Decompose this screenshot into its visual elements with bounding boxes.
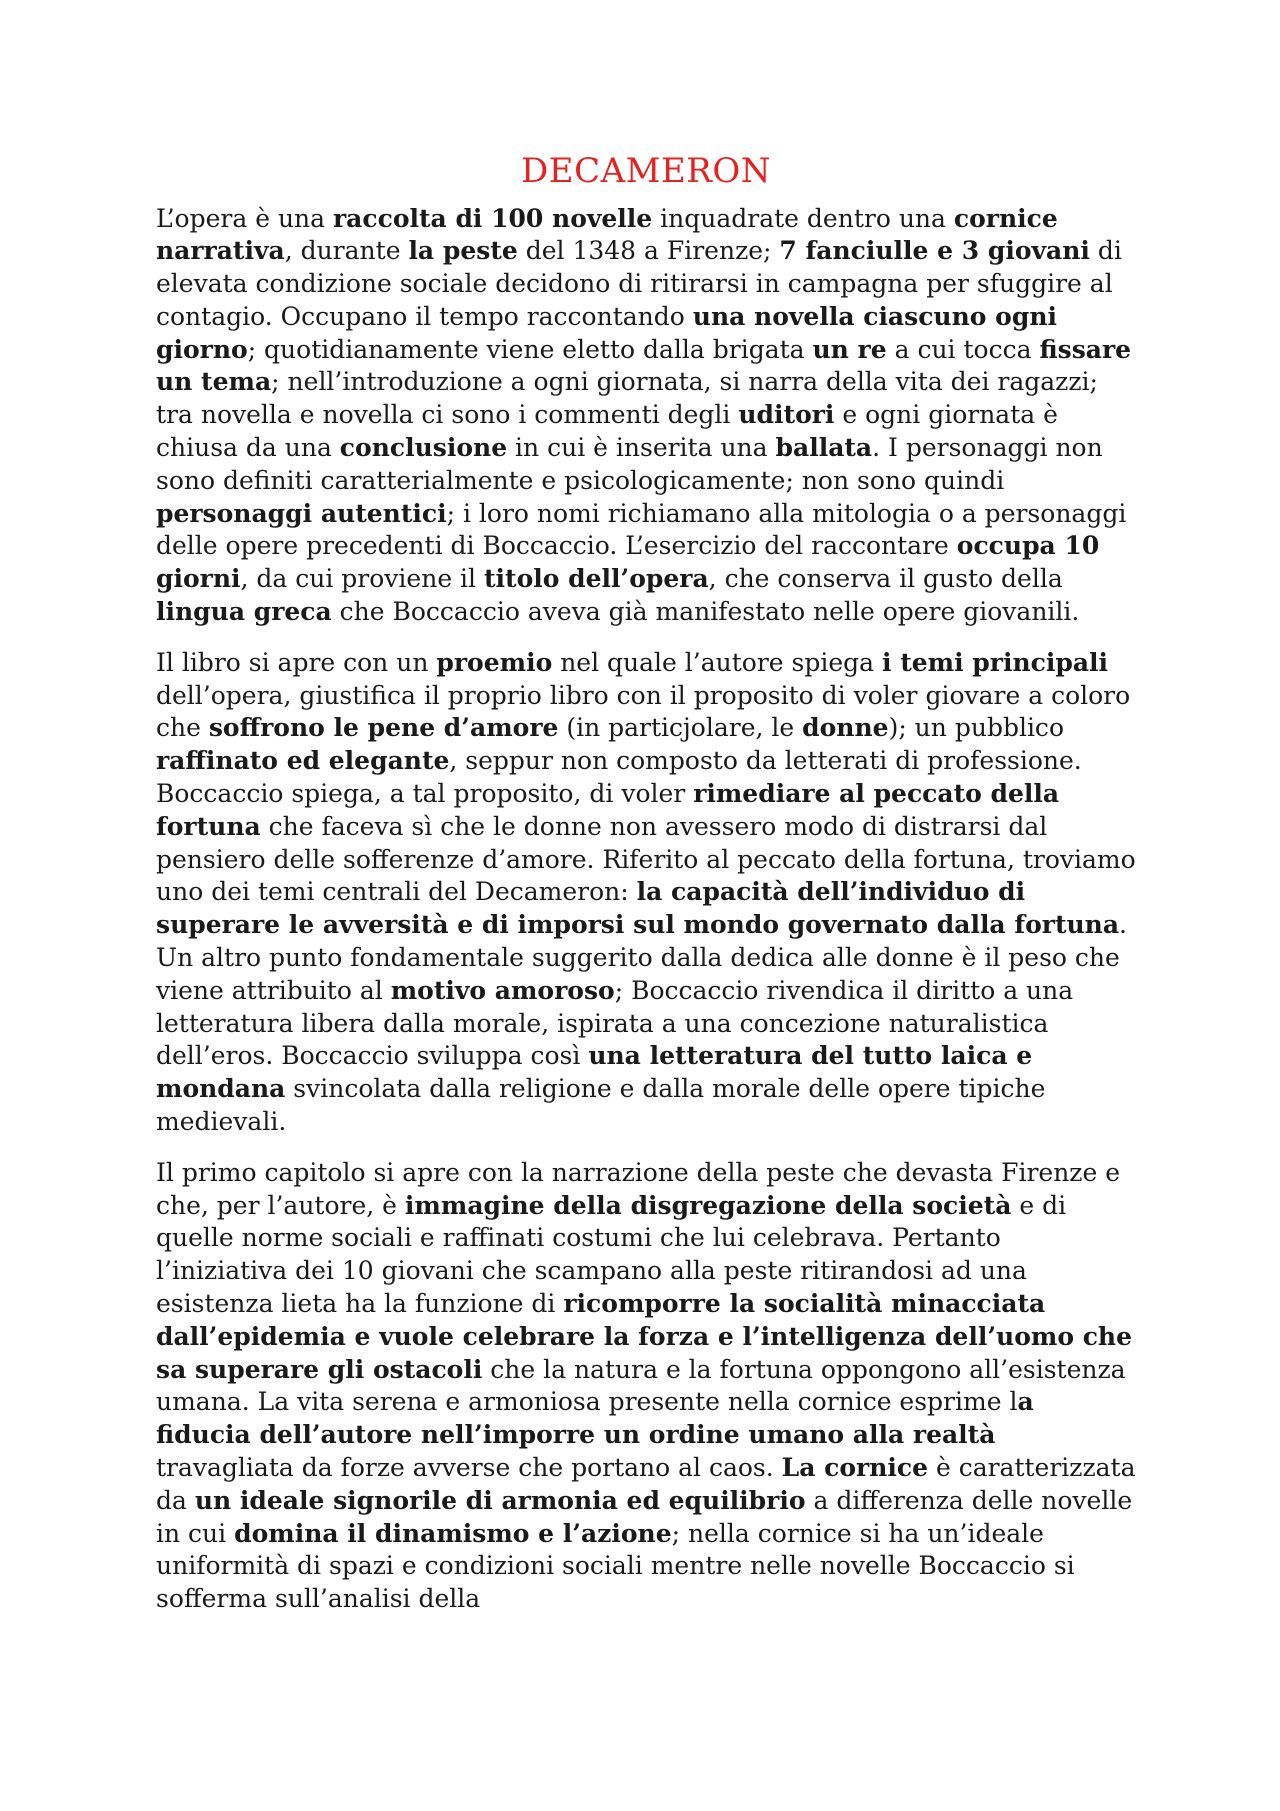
text-run: a cui tocca (886, 334, 1040, 364)
bold-text: la capacità dell’individuo di superare le avversità e di imporsi sul mondo governato dalla fortuna (156, 877, 1120, 940)
text-run: , durante (284, 236, 409, 266)
text-run: inquadrate dentro una (652, 203, 954, 233)
text-run: ; nell’introduzione a ogni giornata, si narra della vita dei ragazzi; tra novella e novella ci sono i commenti degli (156, 367, 1098, 430)
bold-text: lingua greca (156, 597, 332, 627)
bold-text: uditori (738, 400, 835, 430)
text-run: dell’opera, giustifica il proprio libro con il proposito di voler giovare a coloro che (156, 680, 1131, 743)
paragraph (156, 647, 1136, 1139)
text-run: . Un altro punto fondamentale suggerito dalla dedica alle donne è il peso che viene attribuito al (156, 910, 1127, 1005)
text-run: , seppur non composto da letterati di professione. Boccaccio spiega, a tal proposito, di voler (156, 746, 1082, 809)
text-run: a differenza delle novelle in cui (156, 1485, 1133, 1548)
bold-text: ballata (775, 433, 873, 463)
bold-text: donne (802, 713, 889, 743)
text-run: e di quelle norme sociali e raffinati costumi che lui celebrava. Pertanto l’iniziativa dei 10 giovani che scampano alla peste ritirandosi ad una esistenza lieta ha la funzione di (156, 1190, 1067, 1318)
document-page (156, 150, 1136, 1634)
bold-text: occupa 10 giorni (156, 531, 1100, 594)
text-run: è caratterizzata da (156, 1452, 1136, 1515)
text-run: Il libro si apre con un (156, 647, 437, 677)
bold-text: cornice narrativa (156, 203, 1058, 266)
bold-text: immagine della disgregazione della società (404, 1190, 1012, 1220)
paragraph (156, 203, 1136, 629)
bold-text: fissare un tema (156, 334, 1132, 397)
text-run: travagliata da forze avverse che portano al caos. (156, 1452, 782, 1482)
bold-text: una novella ciascuno ogni giorno (156, 301, 1057, 364)
text-run: svincolata dalla religione e dalla morale delle opere tipiche medievali. (156, 1074, 1046, 1137)
bold-text: motivo amoroso (390, 975, 615, 1005)
bold-text: un ideale signorile di armonia ed equilibrio (194, 1485, 806, 1515)
text-run: di elevata condizione sociale decidono di ritirarsi in campagna per sfuggire al contagio. Occupano il tempo raccontando (156, 236, 1122, 331)
bold-text: una letteratura del tutto laica e mondana (156, 1041, 1033, 1104)
text-run: , da cui proviene il (240, 564, 484, 594)
text-run: ; nella cornice si ha un’ideale uniformità di spazi e condizioni sociali mentre nelle novelle Boccaccio si sofferma sull’analisi della (156, 1518, 1075, 1614)
text-run: . I personaggi non sono definiti caratterialmente e psicologicamente; non sono quindi (156, 433, 1103, 495)
bold-text: personaggi autentici (156, 498, 447, 528)
text-run: e ogni giornata è chiusa da una (156, 400, 1058, 463)
paragraph (156, 1157, 1136, 1616)
bold-text: soffrono le pene d’amore (208, 713, 559, 743)
text-run: ; i loro nomi richiamano alla mitologia o a personaggi delle opere precedenti di Boccaccio. L’esercizio del raccontare (156, 498, 1127, 561)
bold-text: domina il dinamismo e l’azione (234, 1518, 672, 1548)
bold-text: i temi principali (882, 647, 1109, 677)
text-run: che la natura e la fortuna oppongono all’esistenza umana. La vita serena e armoniosa presente nella cornice esprime l (156, 1354, 1126, 1417)
text-run: ); un pubblico (888, 713, 1064, 743)
text-run: ; Boccaccio rivendica il diritto a una letteratura libera dalla morale, ispirata a una concezione naturalistica dell’eros. Boccaccio sviluppa così (156, 975, 1074, 1071)
bold-text: raccolta di 100 novelle (333, 203, 653, 233)
bold-text: ricomporre la socialità minacciata dall’epidemia e vuole celebrare la forza e l’intelligenza dell’uomo che sa superare gli ostacoli (156, 1289, 1133, 1384)
text-run: L’opera è una (156, 203, 334, 233)
text-run: ; quotidianamente viene eletto dalla brigata (247, 334, 813, 364)
bold-text: un re (812, 334, 887, 364)
text-run: nel quale l’autore spiega (552, 647, 882, 677)
bold-text: rimediare al peccato della fortuna (156, 779, 1060, 841)
bold-text: raffinato ed elegante (156, 746, 450, 776)
bold-text: 7 fanciulle e 3 giovani (779, 236, 1090, 266)
text-run: , che conserva il gusto della (708, 564, 1063, 594)
bold-text: proemio (436, 647, 553, 677)
bold-text: conclusione (339, 433, 508, 463)
document-body (156, 203, 1136, 1616)
text-run: Il primo capitolo si apre con la narrazione della peste che devasta Firenze e che, per l’autore, è (156, 1157, 1121, 1220)
text-run: (in particjolare, le (558, 713, 803, 743)
text-run: in cui è inserita una (507, 433, 776, 463)
text-run: che faceva sì che le donne non avessero modo di distrarsi dal pensiero delle sofferenze d’amore. Riferito al peccato della fortuna, troviamo uno dei temi centrali del Decameron: (156, 811, 1136, 907)
text-run: del 1348 a Firenze; (517, 236, 780, 266)
bold-text: La cornice (781, 1452, 929, 1482)
bold-text: la peste (408, 236, 518, 266)
document-title: DECAMERON (520, 151, 771, 191)
text-run: che Boccaccio aveva già manifestato nelle opere giovanili. (331, 597, 1080, 627)
bold-text: a fiducia dell’autore nell’imporre un ordine umano alla realtà (156, 1387, 1034, 1450)
bold-text: titolo dell’opera (484, 564, 709, 594)
